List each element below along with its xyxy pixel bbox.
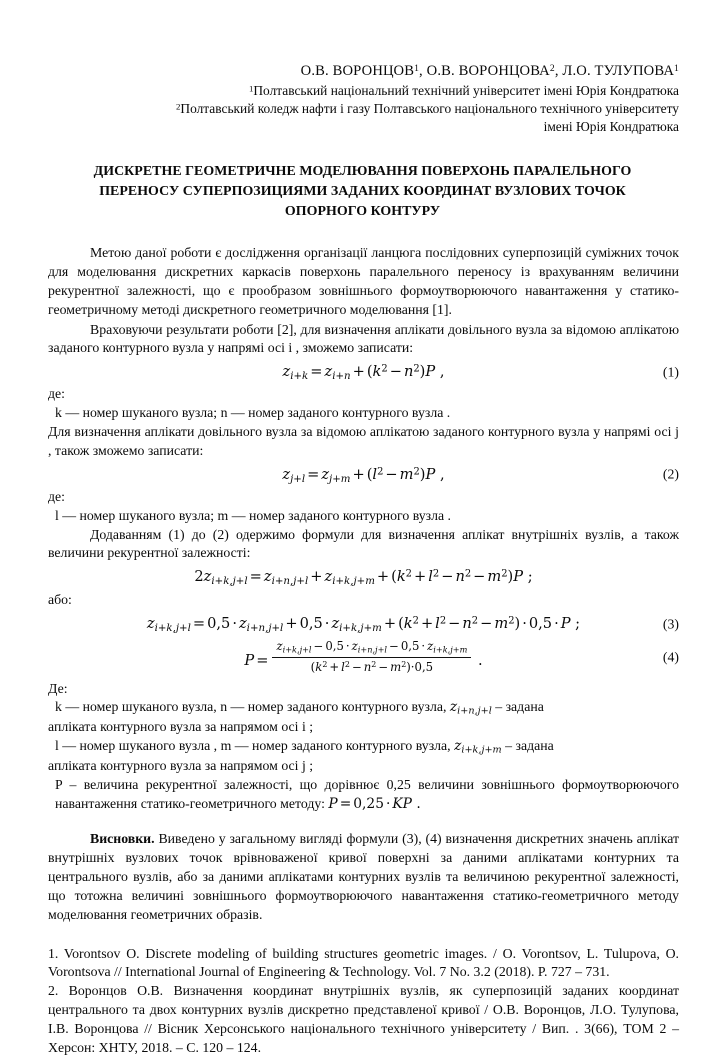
equation-3 <box>48 613 679 636</box>
equation-1-number: (1) <box>662 364 679 380</box>
definition-P <box>48 776 679 814</box>
label-de-2: де: <box>48 488 65 504</box>
definition-k-full <box>48 698 679 718</box>
paragraph-sum-intro: Додаванням (1) до (2) одержимо формули для визначення аплікат внутрішніх вузлів, а також величини рекурентної залежності: <box>48 526 679 561</box>
paragraph-eq1-intro: Враховуючи результати роботи [2], для визначення аплікати довільного вузла за відомою аплікатою заданого контурного вузла у напрямі осі i , зможемо записати: <box>48 321 679 356</box>
inline-math-z-ik-jm: $z_{i+k,j+m}$ <box>454 738 502 756</box>
reference-item-2: 2. Воронцов О.В. Визначення координат внутрішніх вузлів, як суперпозицій заданих координат центрального та двох контурних вузлів дискретно представленої кривої / О.В. Воронцов, Л.О. Тулупова, І.В. Воронцова // Вісник Херсонського національного технічного університету / Вип. . 3(66), ТОМ 2 – Херсон: ХНТУ, 2018. – С. 120 – 124. <box>48 983 679 1055</box>
equation-4-number: (4) <box>662 649 679 665</box>
affiliation-2-continued <box>48 118 679 136</box>
definition-l-full-part-b: – задана <box>505 738 554 754</box>
equation-4-expression: P = $\frac{z_{i+k,j+l} - 0,5 \cdot z_{i+n,j+l} - 0,5 \cdot z_{i+k,j+m}}{(k^2 + l^2 - n^2 - m^2)\cdot 0,5}$ . <box>244 652 482 669</box>
definition-P-text: P – величина рекурентної залежності, що дорівнює 0,25 величини зовнішнього формоутворюючого навантаження статико-геометричного методу: <box>55 776 679 811</box>
title-line-3: ОПОРНОГО КОНТУРУ <box>284 203 441 219</box>
title-line-2: ПЕРЕНОСУ СУПЕРПОЗИЦИЯМИ ЗАДАНИХ КООРДИНАТ ВУЗЛОВИХ ТОЧОК <box>99 183 626 199</box>
label-de-1: де: <box>48 386 65 402</box>
author-separator-2: , Л.О. ТУЛУПОВА <box>554 63 675 79</box>
affiliation-1-text: Полтавський національний технічний університет імені Юрія Кондратюка <box>253 83 679 99</box>
equation-4-fraction <box>272 638 471 676</box>
author-1-affil-marker: 1 <box>414 62 420 74</box>
affiliation-2-continued-text: імені Юрія Кондратюка <box>543 119 679 135</box>
author-3-affil-marker: 1 <box>674 62 679 74</box>
definition-k-n: k — номер шуканого вузла; n — номер заданого контурного вузла . <box>55 405 451 421</box>
affiliation-2-marker: 2 <box>176 101 181 112</box>
equation-2-number: (2) <box>662 467 679 483</box>
equation-3-expression: $z_{i+k,j+l} = 0,5 \cdot z_{i+n,j+l} + 0,5 \cdot z_{i+k,j+m} + (k^2 + l^2 - n^2 - m^2) \cdot 0,5 \cdot P$ ; <box>146 615 581 635</box>
definition-k-full-part-a: k — номер шуканого вузла, n — номер заданого контурного вузла, <box>55 699 447 715</box>
paragraph-aim: Метою даної роботи є дослідження організації ланцюга послідовних суперпозицій суміжних точок для моделювання дискретних каркасів поверхонь паралельного переносу із врахуванням величини рекурентної залежності, що є прообразом зовнішнього формоутворюючого навантаження у статико-геометричному методі дискретного геометричного моделювання [1]. <box>48 245 679 317</box>
equation-1 <box>48 361 679 384</box>
label-de-3: Де: <box>48 680 68 696</box>
equation-1-expression: $z_{i+k} = z_{i+n} + (k^2 - n^2)P$ , <box>282 363 445 383</box>
title-line-1: ДИСКРЕТНЕ ГЕОМЕТРИЧНЕ МОДЕЛЮВАННЯ ПОВЕРХОНЬ ПАРАЛЕЛЬНОГО <box>93 164 632 180</box>
paragraph-conclusions <box>48 830 679 924</box>
equation-sum-expression: $2z_{i+k,j+l} = z_{i+n,j+l} + z_{i+k,j+m} + (k^2 + l^2 - n^2 - m^2)P$ ; <box>194 568 533 588</box>
equation-4-numerator: $z_{i+k,j+l} - 0,5 \cdot z_{i+n,j+l} - 0,5 \cdot z_{i+k,j+m}$ <box>272 638 471 658</box>
author-2-affil-marker: 2 <box>549 62 555 74</box>
reference-item-1: 1. Vorontsov O. Discrete modeling of building structures geometric images. / O. Vorontsov, L. Tulupova, O. Vorontsova // International Journal of Engineering & Technology. Vol. 7 No. 3.2 (2018). P. 727 – 731. <box>48 945 679 980</box>
page-title <box>58 162 667 221</box>
conclusions-label: Висновки. <box>90 831 155 847</box>
equation-2-expression: $z_{j+l} = z_{j+m} + (l^2 - m^2)P$ , <box>282 465 445 485</box>
affiliation-1-marker: 1 <box>248 83 254 94</box>
definition-l-full <box>48 737 679 757</box>
definition-k-full-continued: апліката контурного вузла за напрямом осі i ; <box>48 719 314 735</box>
equation-sum <box>48 566 679 589</box>
equation-2 <box>48 464 679 487</box>
affiliation-2-text: Полтавський коледж нафти і газу Полтавського національного технічного університету <box>180 101 679 117</box>
author-separator-1: , О.В. ВОРОНЦОВА <box>419 63 550 79</box>
conclusions-text: Виведено у загальному вигляді формули (3), (4) визначення дискретних значень аплікат внутрішніх вузлових точок врівноваженої кривої поверхні за даними аплікатами контурних та центрального вузлів, або за даними аплікатами контурних вузлів та величиною рекурентної залежності, що тотожна величині зовнішнього формоутворюючого навантаження статико-геометричного методу моделювання геометричних образів. <box>48 831 679 922</box>
author-1: О.В. ВОРОНЦОВ <box>300 63 415 79</box>
affiliation-1 <box>48 82 679 100</box>
definition-k-full-part-b: – задана <box>495 699 544 715</box>
equation-4-denominator: $(k^2 + l^2 - n^2 - m^2)\cdot 0,5$ <box>310 660 434 675</box>
references-list <box>48 945 679 1058</box>
equation-4 <box>48 638 679 676</box>
author-line <box>48 62 679 81</box>
definition-l-full-part-a: l — номер шуканого вузла , m — номер заданого контурного вузла, <box>55 738 451 754</box>
inline-math-P-value: P = 0,25 · KP . <box>328 795 421 812</box>
inline-math-z-in-jl: $z_{i+n,j+l}$ <box>449 699 492 718</box>
definition-l-full-continued: апліката контурного вузла за напрямом осі j ; <box>48 757 314 773</box>
paragraph-eq2-intro: Для визначення аплікати довільного вузла за відомою аплікатою заданого контурного вузла у напрямі осі j , також зможемо записати: <box>48 424 679 458</box>
definition-l-m: l — номер шуканого вузла; m — номер заданого контурного вузла . <box>55 507 451 523</box>
equation-3-number: (3) <box>662 616 679 632</box>
label-abo: або: <box>48 592 72 608</box>
affiliation-2 <box>48 100 679 118</box>
